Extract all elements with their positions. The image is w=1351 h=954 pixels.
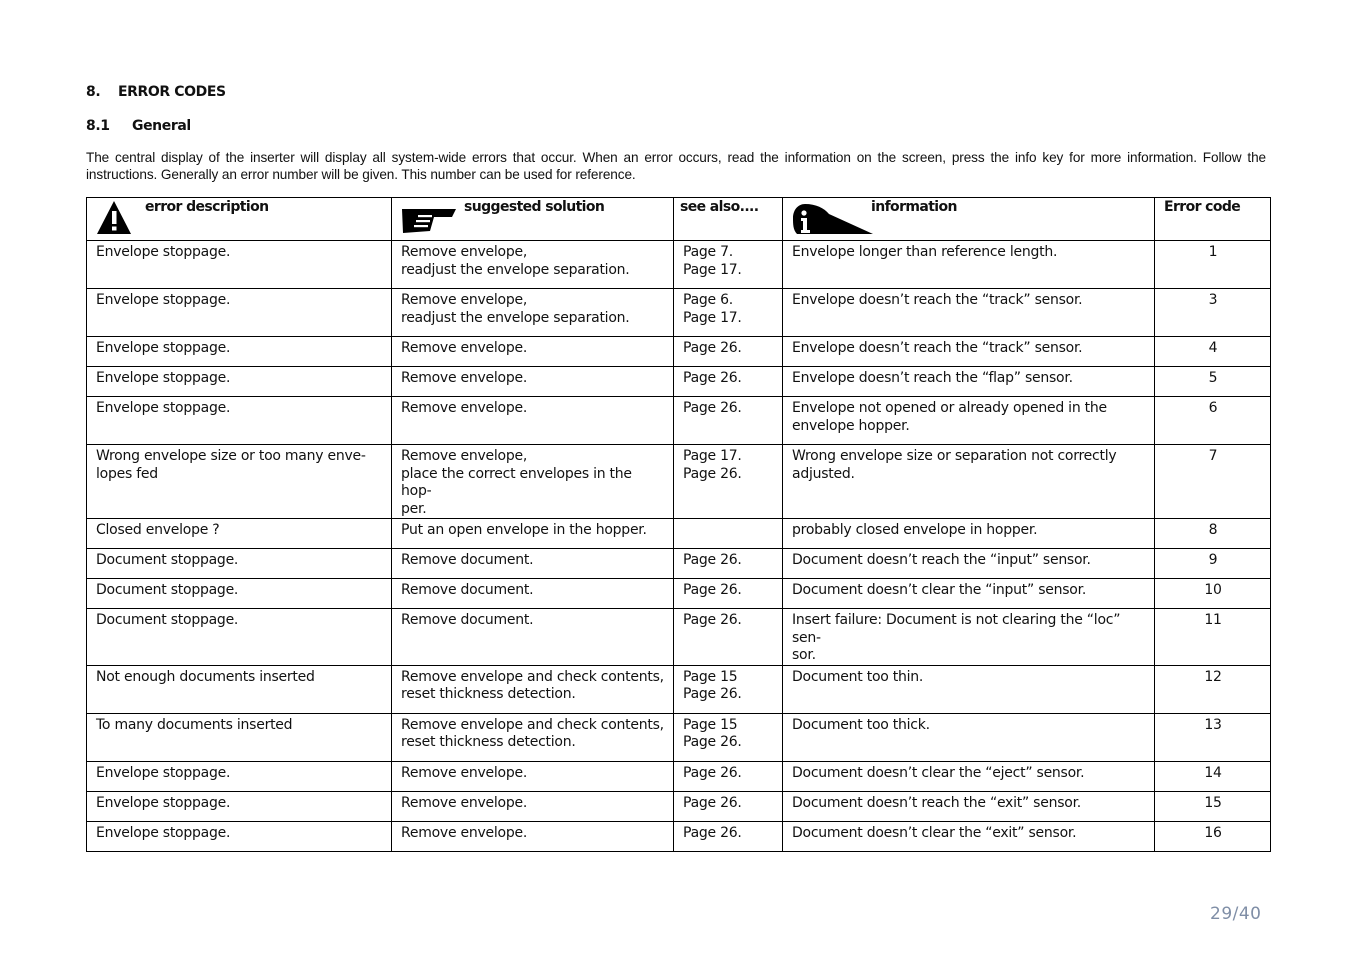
cell-information: Envelope not opened or already opened in the envelope hopper.	[783, 397, 1155, 445]
cell-description: Envelope stoppage.	[87, 337, 392, 367]
cell-description: Envelope stoppage.	[87, 367, 392, 397]
cell-description: Envelope stoppage.	[87, 791, 392, 821]
cell-information: probably closed envelope in hopper.	[783, 519, 1155, 549]
cell-code: 10	[1155, 579, 1271, 609]
cell-information: Insert failure: Document is not clearing the “loc” sen- sor.	[783, 609, 1155, 666]
cell-code: 15	[1155, 791, 1271, 821]
table-row	[87, 665, 1271, 713]
header-description	[87, 198, 392, 241]
table-row	[87, 519, 1271, 549]
cell-code: 8	[1155, 519, 1271, 549]
table-row	[87, 713, 1271, 761]
cell-solution: Remove envelope.	[392, 337, 674, 367]
header-solution-label: suggested solution	[464, 199, 605, 215]
cell-see-also: Page 26.	[674, 609, 783, 666]
cell-code: 4	[1155, 337, 1271, 367]
cell-description: Envelope stoppage.	[87, 761, 392, 791]
cell-description: Envelope stoppage.	[87, 289, 392, 337]
intro-paragraph: The central display of the inserter will display all system-wide errors that occur. When an error occurs, read the information on the screen, press the info key for more information. Follow the instructions. Generally an error number will be given. This number can be used for reference.	[86, 150, 1266, 182]
cell-solution: Remove envelope and check contents, reset thickness detection.	[392, 713, 674, 761]
error-codes-table	[86, 197, 1271, 852]
cell-solution: Remove envelope.	[392, 397, 674, 445]
page-number: 29/40	[1210, 904, 1262, 924]
cell-see-also: Page 26.	[674, 549, 783, 579]
cell-information: Document doesn’t clear the “input” sensor.	[783, 579, 1155, 609]
cell-code: 12	[1155, 665, 1271, 713]
cell-code: 7	[1155, 445, 1271, 519]
cell-see-also: Page 26.	[674, 761, 783, 791]
cell-code: 13	[1155, 713, 1271, 761]
cell-see-also: Page 26.	[674, 367, 783, 397]
table-row	[87, 761, 1271, 791]
cell-description: Not enough documents inserted	[87, 665, 392, 713]
cell-information: Envelope doesn’t reach the “track” sensor.	[783, 337, 1155, 367]
table-row	[87, 337, 1271, 367]
cell-information: Document doesn’t clear the “eject” sensor.	[783, 761, 1155, 791]
cell-information: Document doesn’t reach the “input” sensor.	[783, 549, 1155, 579]
header-information	[783, 198, 1155, 241]
cell-see-also: Page 15 Page 26.	[674, 665, 783, 713]
header-see-also-label: see also....	[680, 199, 759, 215]
cell-solution: Remove envelope.	[392, 367, 674, 397]
table-row	[87, 445, 1271, 519]
cell-description: Envelope stoppage.	[87, 821, 392, 851]
cell-information: Document too thin.	[783, 665, 1155, 713]
table-row	[87, 791, 1271, 821]
cell-description: To many documents inserted	[87, 713, 392, 761]
warning-triangle-icon	[95, 199, 135, 237]
table-row	[87, 397, 1271, 445]
table-row	[87, 289, 1271, 337]
subsection-number: 8.1	[86, 118, 110, 134]
cell-solution: Remove document.	[392, 609, 674, 666]
cell-solution: Remove envelope.	[392, 821, 674, 851]
cell-see-also: Page 6. Page 17.	[674, 289, 783, 337]
header-information-label: information	[871, 199, 957, 215]
cell-description: Envelope stoppage.	[87, 397, 392, 445]
cell-information: Envelope longer than reference length.	[783, 241, 1155, 289]
cell-see-also: Page 26.	[674, 337, 783, 367]
header-code	[1155, 198, 1271, 241]
cell-description: Closed envelope ?	[87, 519, 392, 549]
cell-see-also: Page 26.	[674, 579, 783, 609]
cell-description: Wrong envelope size or too many enve- lopes fed	[87, 445, 392, 519]
cell-see-also: Page 7. Page 17.	[674, 241, 783, 289]
table-row	[87, 821, 1271, 851]
cell-description: Document stoppage.	[87, 609, 392, 666]
cell-solution: Remove envelope.	[392, 761, 674, 791]
header-solution	[392, 198, 674, 241]
table-row	[87, 579, 1271, 609]
cell-solution: Put an open envelope in the hopper.	[392, 519, 674, 549]
cell-description: Envelope stoppage.	[87, 241, 392, 289]
cell-see-also: Page 26.	[674, 821, 783, 851]
info-icon	[791, 200, 875, 238]
section-heading	[86, 84, 226, 100]
table-row	[87, 367, 1271, 397]
table-header-row	[87, 198, 1271, 241]
cell-code: 1	[1155, 241, 1271, 289]
cell-description: Document stoppage.	[87, 549, 392, 579]
cell-information: Document doesn’t clear the “exit” sensor.	[783, 821, 1155, 851]
cell-information: Document too thick.	[783, 713, 1155, 761]
cell-see-also: Page 26.	[674, 397, 783, 445]
table-row	[87, 549, 1271, 579]
header-description-label: error description	[145, 199, 269, 215]
cell-code: 16	[1155, 821, 1271, 851]
cell-see-also: Page 15 Page 26.	[674, 713, 783, 761]
cell-information: Wrong envelope size or separation not correctly adjusted.	[783, 445, 1155, 519]
cell-code: 6	[1155, 397, 1271, 445]
cell-code: 9	[1155, 549, 1271, 579]
cell-see-also: Page 17. Page 26.	[674, 445, 783, 519]
cell-solution: Remove envelope, readjust the envelope separation.	[392, 241, 674, 289]
cell-solution: Remove envelope and check contents, reset thickness detection.	[392, 665, 674, 713]
cell-code: 5	[1155, 367, 1271, 397]
cell-see-also: Page 26.	[674, 791, 783, 821]
header-see-also	[674, 198, 783, 241]
cell-solution: Remove document.	[392, 579, 674, 609]
section-title: ERROR CODES	[118, 84, 226, 100]
table-row	[87, 609, 1271, 666]
section-number: 8.	[86, 84, 101, 100]
subsection-title: General	[132, 118, 191, 134]
cell-solution: Remove envelope, readjust the envelope separation.	[392, 289, 674, 337]
subsection-heading	[86, 118, 191, 134]
cell-code: 14	[1155, 761, 1271, 791]
cell-code: 11	[1155, 609, 1271, 666]
cell-description: Document stoppage.	[87, 579, 392, 609]
cell-see-also	[674, 519, 783, 549]
table-row	[87, 241, 1271, 289]
cell-information: Envelope doesn’t reach the “track” sensor.	[783, 289, 1155, 337]
header-code-label: Error code	[1164, 199, 1241, 215]
cell-solution: Remove envelope, place the correct envelopes in the hop- per.	[392, 445, 674, 519]
cell-solution: Remove envelope.	[392, 791, 674, 821]
cell-information: Document doesn’t reach the “exit” sensor.	[783, 791, 1155, 821]
cell-code: 3	[1155, 289, 1271, 337]
cell-solution: Remove document.	[392, 549, 674, 579]
pointing-hand-icon	[400, 201, 458, 237]
cell-information: Envelope doesn’t reach the “flap” sensor.	[783, 367, 1155, 397]
